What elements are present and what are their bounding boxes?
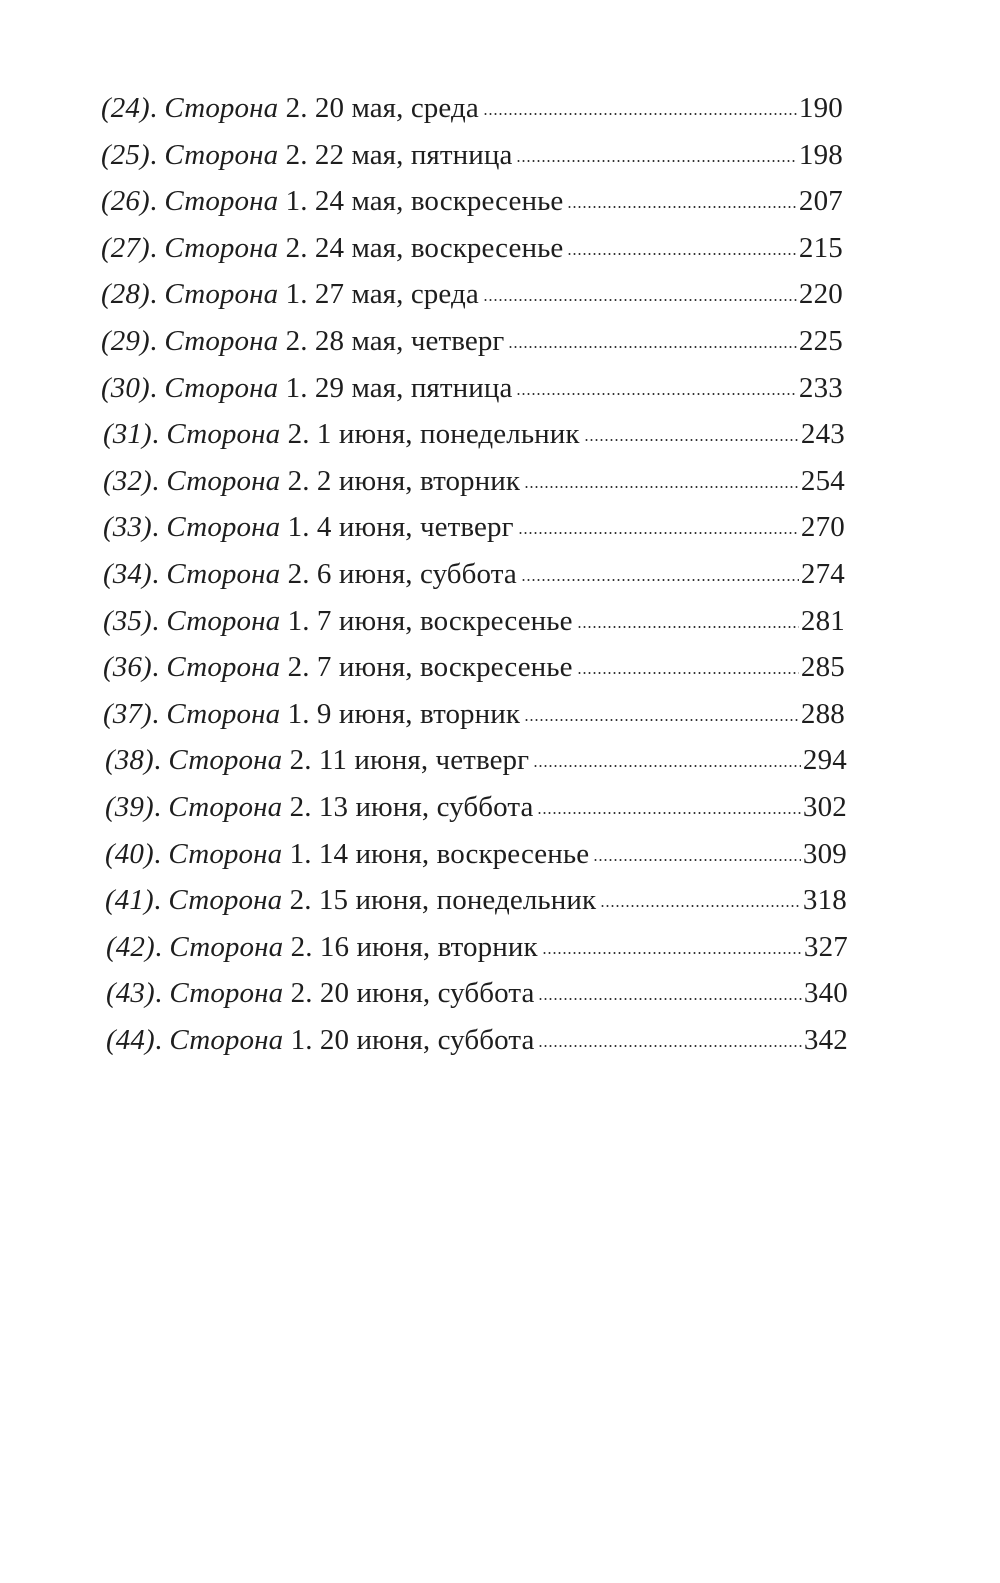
side-word: Сторона <box>166 418 281 451</box>
entry-label <box>106 924 538 971</box>
weekday-separator: , <box>396 138 411 171</box>
side-number: 2 <box>285 231 301 264</box>
entry-date: 20 мая <box>314 92 397 124</box>
entry-number-separator: . <box>154 977 170 1010</box>
side-word: Сторона <box>166 557 281 590</box>
side-number: 1 <box>285 371 301 404</box>
entry-number-separator: . <box>154 1023 170 1056</box>
entry-date: 24 мая <box>314 231 397 264</box>
toc-entry-27 <box>101 225 843 272</box>
entry-date: 14 июня <box>318 837 422 870</box>
weekday-separator: , <box>422 977 438 1010</box>
page-number: 288 <box>800 697 845 730</box>
entry-label <box>103 504 514 551</box>
dot-leader <box>516 160 796 162</box>
entry-number: (36) <box>103 651 152 684</box>
weekday-separator: , <box>421 837 437 870</box>
side-number: 2 <box>287 651 303 684</box>
date-separator: . <box>304 744 319 777</box>
side-word: Сторона <box>168 837 283 870</box>
weekday-separator: , <box>405 697 420 730</box>
dot-leader <box>538 998 801 1000</box>
side-number: 2 <box>285 92 301 124</box>
side-word: Сторона <box>168 744 283 777</box>
side-word: Сторона <box>164 231 279 264</box>
entry-date: 7 июня <box>316 604 406 637</box>
entry-number: (33) <box>103 511 152 544</box>
entry-label <box>101 85 479 132</box>
toc-entry-42 <box>106 924 848 971</box>
entry-weekday: воскресенье <box>410 185 564 218</box>
weekday-separator: , <box>396 324 411 357</box>
toc-entry-36 <box>103 644 845 691</box>
entry-date: 29 мая <box>314 371 397 404</box>
side-number: 2 <box>289 744 305 777</box>
side-space <box>283 924 290 971</box>
weekday-separator: , <box>405 464 420 497</box>
entry-date: 16 июня <box>319 930 423 963</box>
side-space <box>278 365 285 412</box>
page-number: 302 <box>802 790 847 823</box>
entry-number: (41) <box>105 884 154 917</box>
toc-entry-31 <box>103 411 845 458</box>
entry-date: 4 июня <box>316 511 406 544</box>
entry-date: 28 мая <box>314 324 397 357</box>
side-number: 1 <box>285 278 301 311</box>
entry-weekday: понедельник <box>420 418 580 451</box>
page-number: 198 <box>798 138 843 171</box>
toc-entry-40 <box>105 831 847 878</box>
entry-weekday: среда <box>410 92 479 124</box>
toc-entry-44 <box>106 1017 848 1064</box>
entry-weekday: вторник <box>420 697 521 730</box>
dot-leader <box>542 952 802 954</box>
side-space <box>282 831 289 878</box>
side-number: 2 <box>290 977 306 1010</box>
entry-date: 27 мая <box>314 278 397 311</box>
entry-label <box>103 598 573 645</box>
entry-number-separator: . <box>153 884 169 917</box>
toc-entry-39 <box>105 784 847 831</box>
table-of-contents-list <box>101 85 848 1063</box>
side-space <box>280 458 287 505</box>
page-number: 285 <box>800 651 845 684</box>
page-number: 274 <box>800 557 845 590</box>
weekday-separator: , <box>405 511 420 544</box>
page-number: 254 <box>800 464 845 497</box>
entry-number-separator: . <box>151 511 167 544</box>
entry-weekday: пятница <box>410 371 513 404</box>
date-separator: . <box>300 371 315 404</box>
entry-label <box>105 737 529 784</box>
entry-number: (37) <box>103 697 152 730</box>
entry-number-separator: . <box>149 324 165 357</box>
date-separator: . <box>302 651 317 684</box>
date-separator: . <box>300 324 315 357</box>
dot-leader <box>538 1045 801 1047</box>
dot-leader <box>518 532 799 534</box>
entry-weekday: суббота <box>437 1023 535 1056</box>
side-space <box>283 1017 290 1064</box>
date-separator: . <box>300 278 315 311</box>
page-number: 190 <box>798 92 843 124</box>
page-number: 340 <box>803 977 848 1010</box>
entry-label <box>101 365 512 412</box>
side-space <box>282 784 289 831</box>
side-space <box>280 691 287 738</box>
page-number: 294 <box>802 744 847 777</box>
entry-label <box>106 970 534 1017</box>
side-word: Сторона <box>166 697 281 730</box>
side-word: Сторона <box>169 977 284 1010</box>
toc-entry-34 <box>103 551 845 598</box>
entry-date: 7 июня <box>316 651 406 684</box>
entry-number-separator: . <box>149 278 165 311</box>
entry-number: (40) <box>105 837 154 870</box>
entry-number-separator: . <box>154 930 170 963</box>
side-number: 2 <box>285 324 301 357</box>
date-separator: . <box>302 604 317 637</box>
entry-label <box>103 644 573 691</box>
page-number: 215 <box>798 231 843 264</box>
entry-date: 20 июня <box>319 1023 423 1056</box>
entry-number-separator: . <box>149 231 165 264</box>
dot-leader <box>533 765 801 767</box>
side-word: Сторона <box>166 604 281 637</box>
dot-leader <box>577 672 799 674</box>
side-word: Сторона <box>168 790 283 823</box>
toc-entry-30 <box>101 365 843 412</box>
entry-number: (35) <box>103 604 152 637</box>
entry-number-separator: . <box>149 185 165 218</box>
entry-number: (24) <box>101 92 150 124</box>
entry-date: 13 июня <box>318 790 422 823</box>
entry-label <box>101 225 563 272</box>
entry-label <box>105 877 596 924</box>
entry-date: 24 мая <box>314 185 397 218</box>
entry-weekday: понедельник <box>436 884 597 917</box>
dot-leader <box>584 439 799 441</box>
page-number: 225 <box>798 324 843 357</box>
date-separator: . <box>304 790 319 823</box>
entry-number: (39) <box>105 790 154 823</box>
page-number: 233 <box>798 371 843 404</box>
entry-number-separator: . <box>153 837 169 870</box>
date-separator: . <box>300 138 315 171</box>
side-space <box>278 85 285 132</box>
dot-leader <box>577 626 799 628</box>
side-word: Сторона <box>164 185 279 218</box>
entry-number: (28) <box>101 278 150 311</box>
entry-number: (27) <box>101 231 150 264</box>
entry-number: (25) <box>101 138 150 171</box>
entry-weekday: суббота <box>437 977 535 1010</box>
entry-date: 6 июня <box>316 557 406 590</box>
date-separator: . <box>300 231 315 264</box>
side-space <box>278 318 285 365</box>
side-number: 2 <box>289 790 305 823</box>
entry-label <box>106 1017 534 1064</box>
entry-number-separator: . <box>151 464 167 497</box>
entry-number-separator: . <box>149 92 165 124</box>
entry-weekday: четверг <box>410 324 505 357</box>
weekday-separator: , <box>405 604 420 637</box>
toc-entry-24 <box>101 85 843 132</box>
side-space <box>278 225 285 272</box>
side-word: Сторона <box>164 138 279 171</box>
dot-leader <box>516 393 796 395</box>
side-space <box>280 504 287 551</box>
side-word: Сторона <box>166 511 281 544</box>
entry-number: (43) <box>106 977 155 1010</box>
side-space <box>280 411 287 458</box>
entry-label <box>105 831 589 878</box>
entry-number-separator: . <box>153 790 169 823</box>
entry-label <box>103 691 520 738</box>
side-space <box>282 737 289 784</box>
date-separator: . <box>302 418 317 451</box>
weekday-separator: , <box>405 418 420 451</box>
side-word: Сторона <box>164 278 279 311</box>
page-number: 281 <box>800 604 845 637</box>
dot-leader <box>483 299 797 301</box>
side-space <box>280 551 287 598</box>
side-space <box>280 598 287 645</box>
entry-date: 2 июня <box>316 464 406 497</box>
entry-date: 15 июня <box>318 884 422 917</box>
side-word: Сторона <box>164 324 279 357</box>
dot-leader <box>593 859 801 861</box>
toc-entry-26 <box>101 178 843 225</box>
page-number: 207 <box>798 185 843 218</box>
dot-leader <box>567 253 796 255</box>
entry-date: 11 июня <box>318 744 421 777</box>
date-separator: . <box>302 511 317 544</box>
side-space <box>282 877 289 924</box>
date-separator: . <box>302 697 317 730</box>
toc-entry-33 <box>103 504 845 551</box>
entry-number: (44) <box>106 1023 155 1056</box>
side-number: 1 <box>285 185 301 218</box>
entry-number-separator: . <box>151 651 167 684</box>
dot-leader <box>508 346 796 348</box>
side-number: 1 <box>290 1023 306 1056</box>
side-word: Сторона <box>164 371 279 404</box>
side-number: 2 <box>287 557 303 590</box>
entry-weekday: среда <box>410 278 479 311</box>
page-number: 243 <box>800 418 845 451</box>
entry-number-separator: . <box>151 697 167 730</box>
side-word: Сторона <box>168 884 283 917</box>
side-number: 1 <box>289 837 305 870</box>
toc-entry-38 <box>105 737 847 784</box>
dot-leader <box>537 812 800 814</box>
entry-weekday: воскресенье <box>420 651 573 684</box>
date-separator: . <box>300 185 315 218</box>
side-word: Сторона <box>164 92 279 124</box>
entry-number: (29) <box>101 324 150 357</box>
side-word: Сторона <box>166 651 281 684</box>
entry-label <box>103 458 520 505</box>
entry-number-separator: . <box>151 604 167 637</box>
entry-weekday: пятница <box>410 138 513 171</box>
weekday-separator: , <box>422 1023 438 1056</box>
page-number: 342 <box>803 1023 848 1056</box>
entry-number: (42) <box>106 930 155 963</box>
dot-leader <box>567 206 796 208</box>
side-word: Сторона <box>169 1023 284 1056</box>
entry-number-separator: . <box>151 418 167 451</box>
weekday-separator: , <box>396 278 411 311</box>
weekday-separator: , <box>405 651 420 684</box>
side-space <box>278 271 285 318</box>
side-number: 1 <box>287 604 303 637</box>
date-separator: . <box>305 930 320 963</box>
toc-entry-25 <box>101 132 843 179</box>
weekday-separator: , <box>421 790 437 823</box>
toc-entry-41 <box>105 877 847 924</box>
entry-label <box>103 411 580 458</box>
side-number: 2 <box>287 418 303 451</box>
entry-weekday: вторник <box>437 930 538 963</box>
side-number: 2 <box>290 930 306 963</box>
entry-number-separator: . <box>151 557 167 590</box>
dot-leader <box>600 905 801 907</box>
dot-leader <box>524 719 799 721</box>
date-separator: . <box>302 464 317 497</box>
entry-label <box>101 271 479 318</box>
entry-number: (30) <box>101 371 150 404</box>
weekday-separator: , <box>421 884 437 917</box>
weekday-separator: , <box>396 371 411 404</box>
side-word: Сторона <box>166 464 281 497</box>
entry-label <box>105 784 533 831</box>
entry-weekday: суббота <box>420 557 517 590</box>
toc-entry-29 <box>101 318 843 365</box>
page-number: 318 <box>802 884 847 917</box>
entry-weekday: четверг <box>420 511 514 544</box>
entry-date: 22 мая <box>314 138 397 171</box>
entry-number: (26) <box>101 185 150 218</box>
weekday-separator: , <box>422 930 438 963</box>
entry-label <box>103 551 517 598</box>
side-number: 1 <box>287 697 303 730</box>
date-separator: . <box>302 557 317 590</box>
page-number: 309 <box>802 837 847 870</box>
date-separator: . <box>305 977 320 1010</box>
dot-leader <box>483 113 797 115</box>
weekday-separator: , <box>396 92 411 124</box>
entry-number-separator: . <box>153 744 169 777</box>
entry-weekday: четверг <box>435 744 530 777</box>
weekday-separator: , <box>396 185 411 218</box>
toc-entry-35 <box>103 598 845 645</box>
entry-number-separator: . <box>149 138 165 171</box>
entry-date: 1 июня <box>316 418 406 451</box>
side-number: 1 <box>287 511 303 544</box>
toc-entry-37 <box>103 691 845 738</box>
side-space <box>283 970 290 1017</box>
dot-leader <box>524 486 799 488</box>
page-number: 220 <box>798 278 843 311</box>
date-separator: . <box>305 1023 320 1056</box>
entry-weekday: воскресенье <box>420 604 573 637</box>
side-number: 2 <box>285 138 301 171</box>
weekday-separator: , <box>420 744 436 777</box>
side-number: 2 <box>289 884 305 917</box>
entry-date: 9 июня <box>316 697 406 730</box>
entry-number-separator: . <box>149 371 165 404</box>
entry-number: (31) <box>103 418 152 451</box>
entry-number: (38) <box>105 744 154 777</box>
entry-weekday: суббота <box>436 790 534 823</box>
toc-entry-28 <box>101 271 843 318</box>
page-number: 327 <box>803 930 848 963</box>
entry-label <box>101 132 512 179</box>
dot-leader <box>521 579 799 581</box>
weekday-separator: , <box>405 557 420 590</box>
weekday-separator: , <box>396 231 411 264</box>
toc-entry-32 <box>103 458 845 505</box>
entry-weekday: воскресенье <box>436 837 590 870</box>
entry-weekday: воскресенье <box>410 231 564 264</box>
entry-date: 20 июня <box>319 977 423 1010</box>
side-space <box>278 132 285 179</box>
entry-label <box>101 178 563 225</box>
side-space <box>278 178 285 225</box>
entry-number: (32) <box>103 464 152 497</box>
date-separator: . <box>300 92 315 124</box>
side-number: 2 <box>287 464 303 497</box>
entry-label <box>101 318 504 365</box>
side-space <box>280 644 287 691</box>
date-separator: . <box>304 837 319 870</box>
side-word: Сторона <box>169 930 284 963</box>
page-number: 270 <box>800 511 845 544</box>
date-separator: . <box>304 884 319 917</box>
toc-entry-43 <box>106 970 848 1017</box>
entry-weekday: вторник <box>420 464 521 497</box>
entry-number: (34) <box>103 557 152 590</box>
